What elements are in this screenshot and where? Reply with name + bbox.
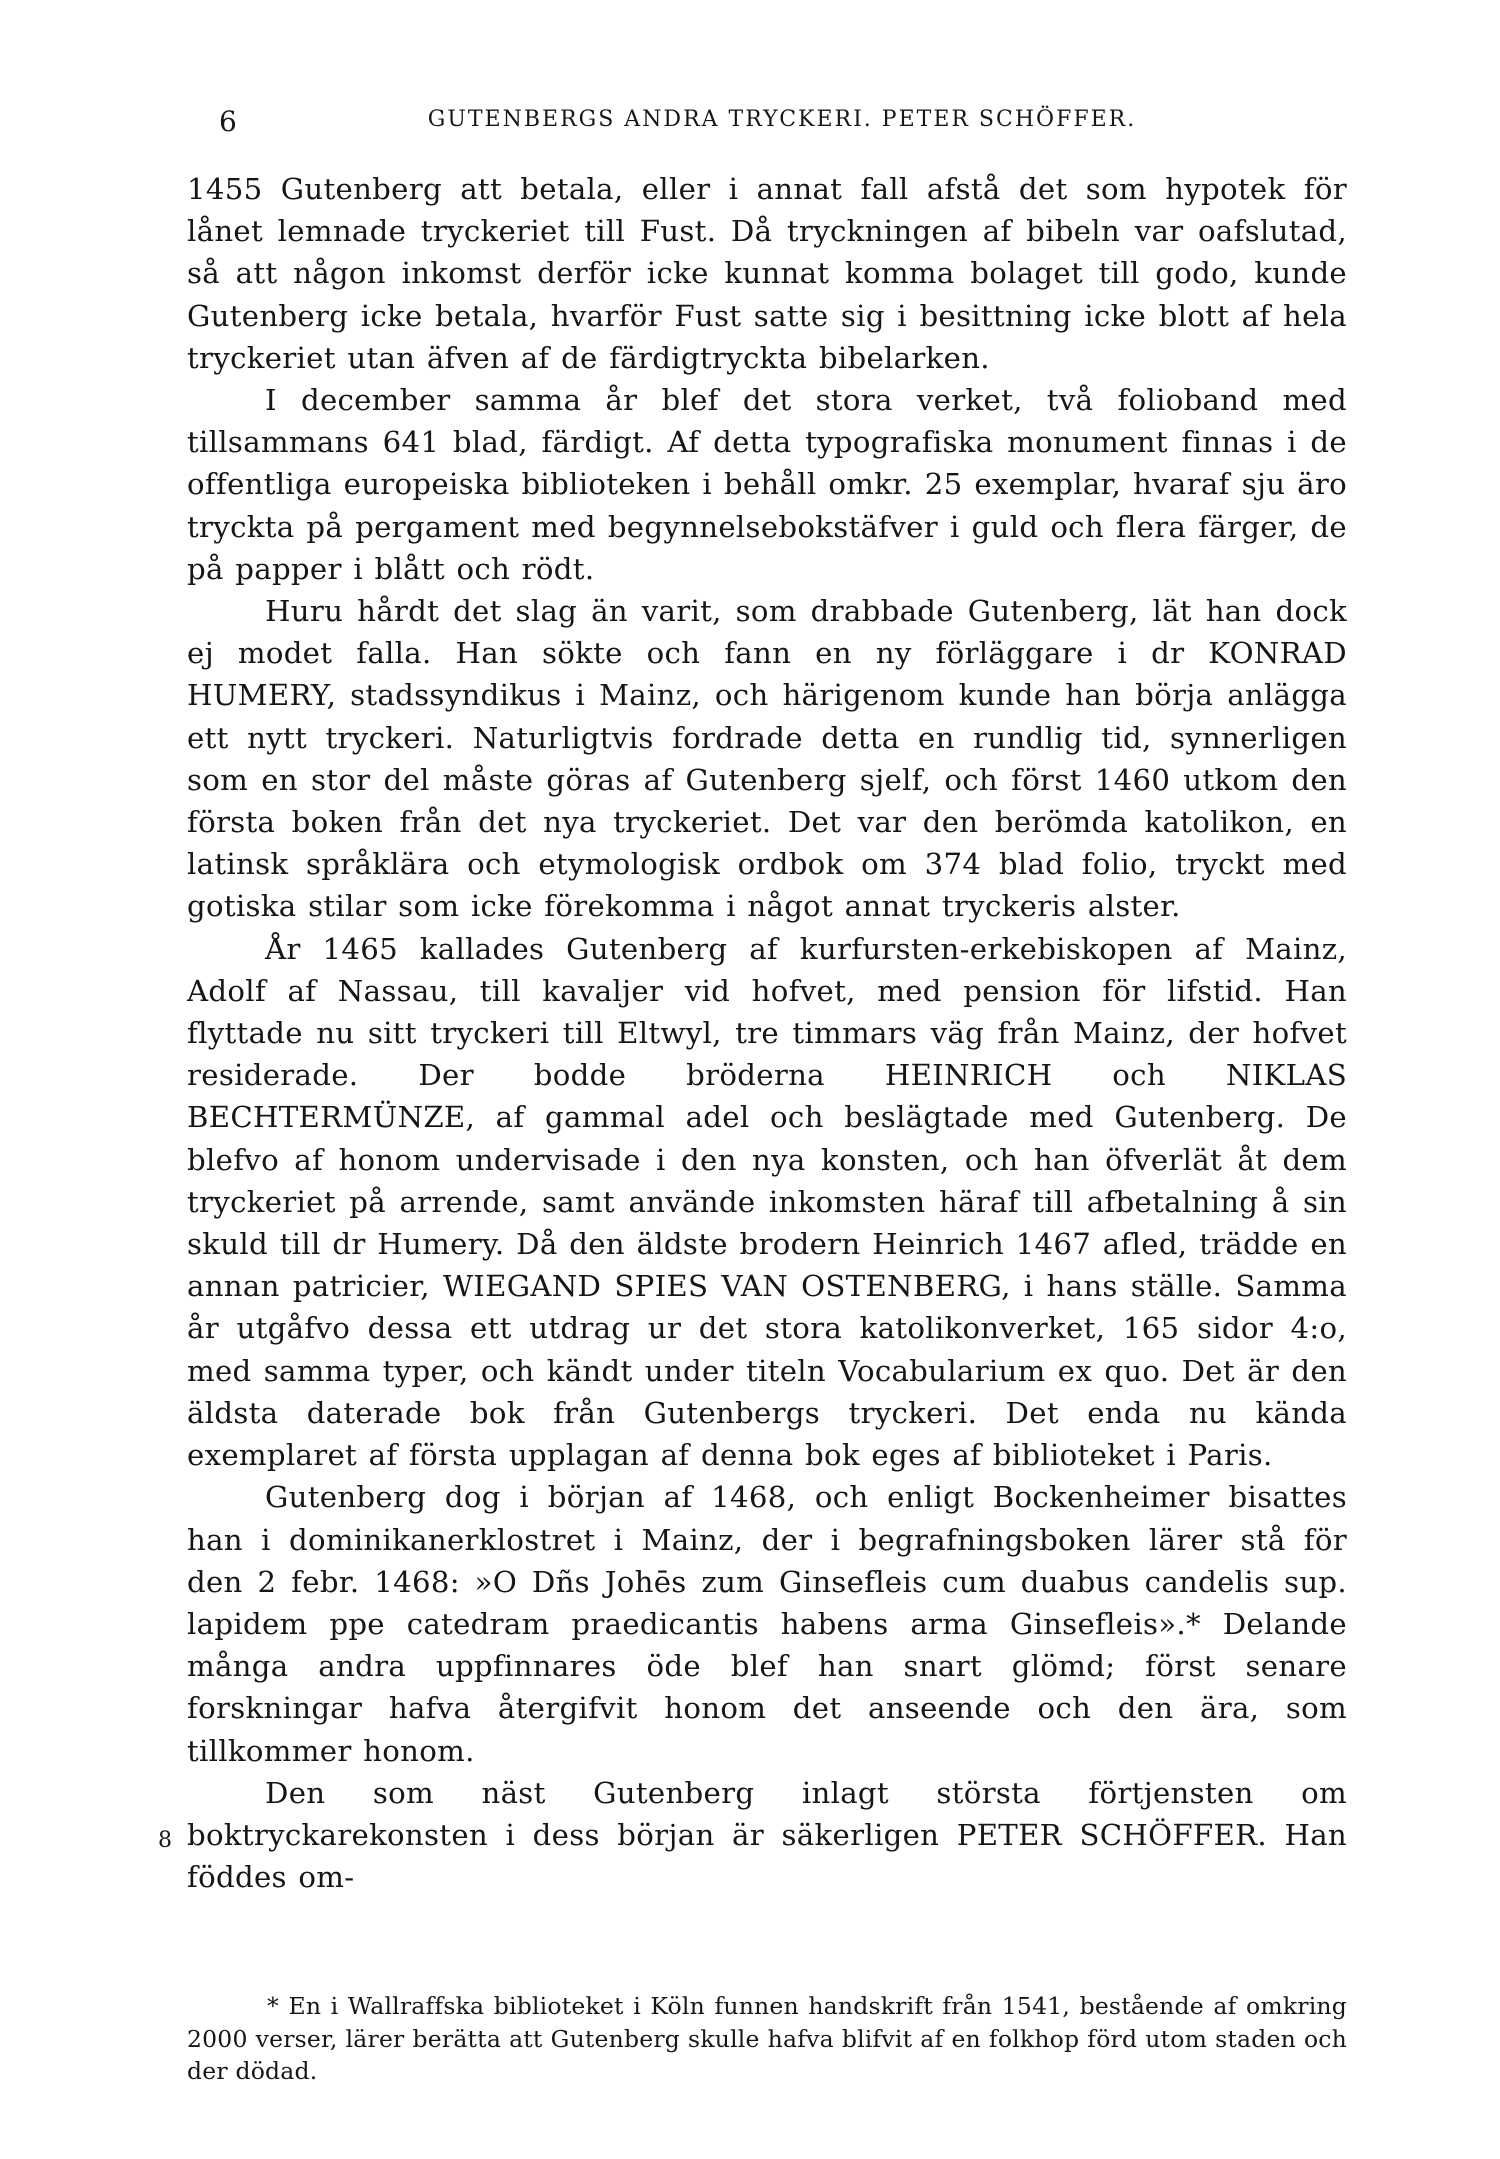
running-title: GUTENBERGS ANDRA TRYCKERI. PETER SCHÖFFER. — [427, 107, 1137, 132]
paragraph-5: Gutenberg dog i början af 1468, och enligt Bockenheimer bisattes han i dominikanerklostret i Mainz, der i begrafningsboken lärer stå för den 2 febr. 1468: »O Dñs Johēs zum Ginsefleis cum duabus candelis sup. lapidem ppe catedram praedicantis habens arma Ginsefleis».* Delande många andra uppfinnares öde blef han snart glömd; först senare forskningar hafva återgifvit honom det anseende och den ära, som tillkommer honom. — [187, 1480, 1347, 1768]
body-text — [187, 168, 1347, 1898]
margin-number: 8 — [158, 1828, 172, 1853]
paragraph-2: I december samma år blef det stora verket, två folioband med tillsammans 641 blad, färdigt. Af detta typografiska monument finnas i de offentliga europeiska biblioteken i behåll omkr. 25 exemplar, hvaraf sju äro tryckta på pergament med begynnelsebokstäfver i guld och flera färger, de på papper i blått och rödt. — [187, 383, 1347, 586]
running-head — [187, 105, 1347, 145]
paragraph-4: År 1465 kallades Gutenberg af kurfursten-erkebiskopen af Mainz, Adolf af Nassau, till kavaljer vid hofvet, med pension för lifstid. Han flyttade nu sitt tryckeri till Eltwyl, tre timmars väg från Mainz, der hofvet residerade. Der bodde bröderna HEINRICH och NIKLAS BECHTERMÜNZE, af gammal adel och beslägtade med Gutenberg. De blefvo af honom undervisade i den nya konsten, och han öfverlät åt dem tryckeriet på arrende, samt använde inkomsten häraf till afbetalning å sin skuld till dr Humery. Då den äldste brodern Heinrich 1467 afled, trädde en annan patricier, WIEGAND SPIES VAN OSTENBERG, i hans ställe. Samma år utgåfvo dessa ett utdrag ur det stora katolikonverket, 165 sidor 4:o, med samma typer, och kändt under titeln Vocabularium ex quo. Det är den äldsta daterade bok från Gutenbergs tryckeri. Det enda nu kända exemplaret af första upplagan af denna bok eges af biblioteket i Paris. — [187, 931, 1347, 1473]
paragraph-1: 1455 Gutenberg att betala, eller i annat fall afstå det som hypotek för lånet lemnade tryckeriet till Fust. Då tryckningen af bibeln var oafslutad, så att någon inkomst derför icke kunnat komma bolaget till godo, kunde Gutenberg icke betala, hvarför Fust satte sig i besittning icke blott af hela tryckeriet utan äfven af de färdigtryckta bibelarken. — [187, 172, 1347, 375]
paragraph-6: Den som näst Gutenberg inlagt största förtjensten om boktryckarekonsten i dess början är säkerligen PETER SCHÖFFER. Han föddes om- — [187, 1775, 1347, 1895]
paragraph-3: Huru hårdt det slag än varit, som drabbade Gutenberg, lät han dock ej modet falla. Han sökte och fann en ny förläggare i dr KONRAD HUMERY, stadssyndikus i Mainz, och härigenom kunde han börja anlägga ett nytt tryckeri. Naturligtvis fordrade detta en rundlig tid, synnerligen som en stor del måste göras af Gutenberg sjelf, och först 1460 utkom den första boken från det nya tryckeriet. Det var den berömda katolikon, en latinsk språklära och etymologisk ordbok om 374 blad folio, tryckt med gotiska stilar som icke förekomma i något annat tryckeris alster. — [187, 594, 1347, 924]
footnotes — [187, 1990, 1347, 2088]
footnote: * En i Wallraffska biblioteket i Köln funnen handskrift från 1541, bestående af omkring 2000 verser, lärer berätta att Gutenberg skulle hafva blifvit af en folkhop förd utom staden och der dödad. — [187, 1992, 1347, 2085]
page-number: 6 — [219, 105, 238, 138]
